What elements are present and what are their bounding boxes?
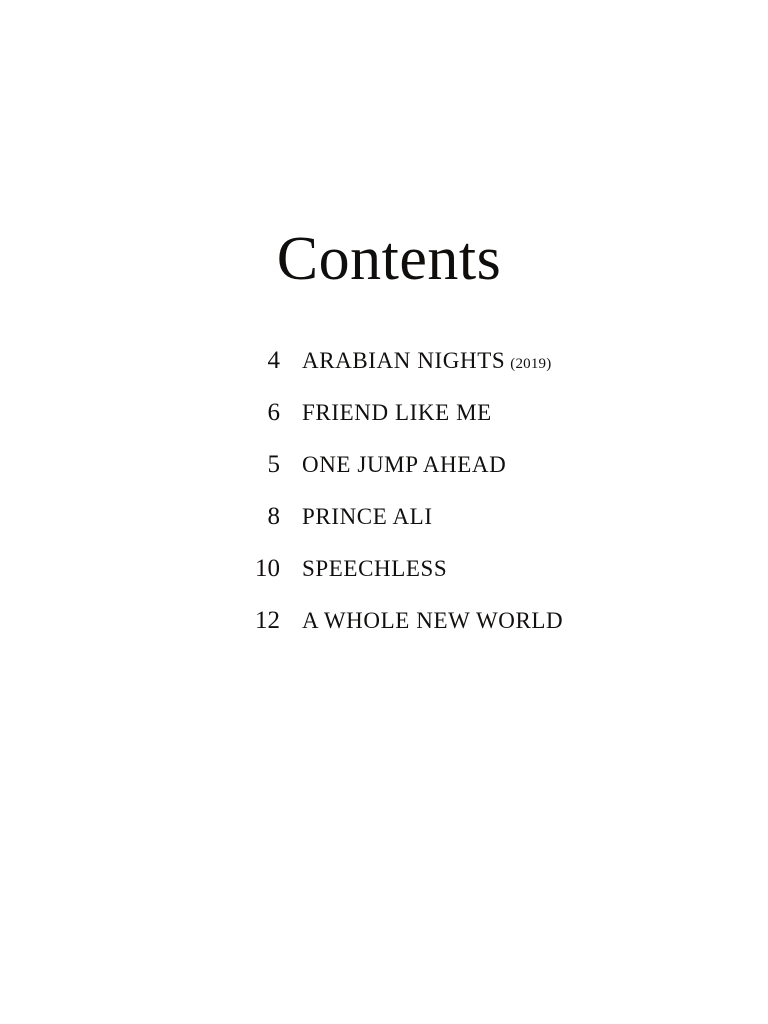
toc-entry-title — [280, 505, 438, 528]
list-item[interactable] — [232, 348, 652, 400]
toc-page-number: 5 — [267, 451, 280, 478]
page-title: Contents — [276, 225, 502, 293]
toc-entry-title — [280, 453, 511, 476]
toc-entry-title-text: A WHOLE NEW WORLD — [302, 608, 564, 633]
table-of-contents — [232, 348, 652, 660]
toc-entry-note: (2019) — [510, 356, 552, 372]
list-item[interactable] — [232, 608, 652, 660]
toc-entry-title-text: FRIEND LIKE ME — [302, 400, 492, 425]
toc-entry-title-text: ONE JUMP AHEAD — [302, 452, 507, 477]
toc-entry-title — [280, 401, 497, 424]
toc-entry-title-text: PRINCE ALI — [302, 504, 433, 529]
toc-entry-title — [280, 609, 568, 632]
list-item[interactable] — [232, 452, 652, 504]
toc-entry-title-text: SPEECHLESS — [302, 556, 448, 581]
toc-entry-title — [280, 557, 452, 580]
toc-page-number: 10 — [255, 555, 280, 582]
toc-page-number: 8 — [267, 503, 280, 530]
toc-entry-title — [280, 349, 551, 372]
toc-page-number: 12 — [255, 607, 280, 634]
list-item[interactable] — [232, 504, 652, 556]
toc-page-number: 6 — [267, 399, 280, 426]
list-item[interactable] — [232, 556, 652, 608]
toc-page-number: 4 — [267, 347, 280, 374]
list-item[interactable] — [232, 400, 652, 452]
toc-entry-title-text: ARABIAN NIGHTS — [302, 348, 506, 373]
